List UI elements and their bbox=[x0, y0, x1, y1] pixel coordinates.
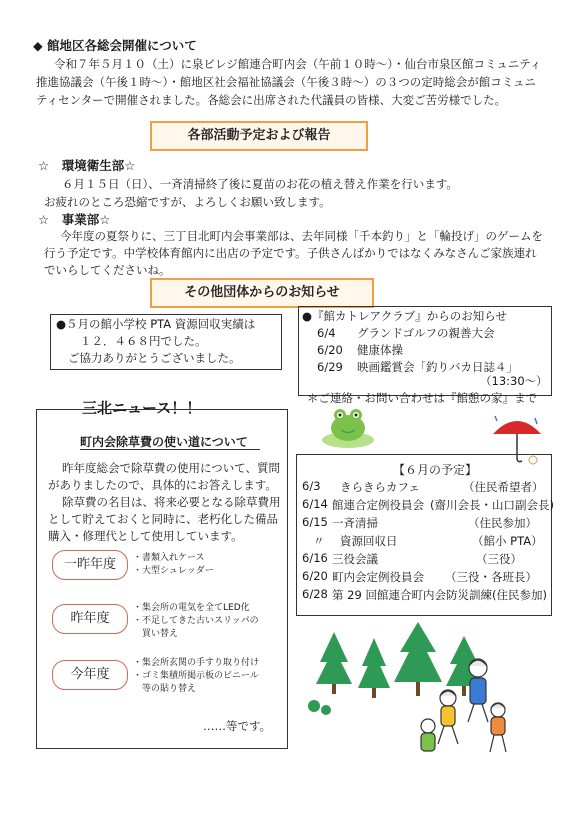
june-title: 【６月の予定】 bbox=[393, 463, 478, 477]
banner-other-groups: その他団体からのお知らせ bbox=[150, 278, 374, 308]
paragraph-line: 推進協議会（午後１時～）・館地区社会福祉協議会（午後３時～）の３つの定時総会が館コミュニ bbox=[36, 75, 537, 89]
june-date: 6/14 bbox=[302, 497, 328, 511]
news-title: 三北ニュース！！ bbox=[82, 399, 202, 417]
june-note: （住民希望者） bbox=[463, 480, 544, 494]
club-event-date: 6/29 bbox=[317, 360, 343, 374]
year-pill-last-year: 昨年度 bbox=[52, 604, 128, 634]
june-date: 6/28 bbox=[302, 587, 328, 601]
biz-line: 行う予定です。中学校体育館内に出店の予定です。子供さんばかりではなくみなさんご家族連れ bbox=[44, 246, 537, 260]
pta-amount: １２．４６８円でした。 bbox=[80, 334, 207, 348]
june-date: 6/15 bbox=[302, 515, 328, 529]
club-event-date: 6/20 bbox=[317, 343, 343, 357]
news-line: 昨年度総会で除草費の使用について、質問 bbox=[62, 461, 281, 475]
club-title: ●『館カトレアクラブ』からのお知らせ bbox=[302, 309, 507, 323]
club-contact: ＊ご連絡・お問い合わせは『館憩の家』まで bbox=[307, 391, 537, 405]
section-heading-general-meeting: ◆ 館地区各総会開催について bbox=[33, 38, 197, 53]
year-item: ・ゴミ集積所掲示板のビニール bbox=[133, 671, 259, 681]
year-item: 等の貼り替え bbox=[133, 684, 197, 694]
june-event: 三役会議 bbox=[332, 552, 378, 566]
club-event-text: 健康体操 bbox=[357, 343, 403, 357]
news-line: として貯えておくと同時に、老朽化した備品 bbox=[48, 512, 278, 526]
pta-thanks: ご協力ありがとうございました。 bbox=[68, 351, 241, 365]
news-subtitle: 町内会除草費の使い道について bbox=[80, 435, 248, 449]
club-event-text: 映画鑑賞会「釣りバカ日誌４」 bbox=[357, 360, 518, 374]
june-date: 6/3 bbox=[302, 479, 321, 493]
year-item: ・集会所の電気を全てLED化 bbox=[133, 603, 250, 613]
june-event: きらきらカフェ bbox=[340, 480, 420, 494]
biz-heading: ☆ 事業部☆ bbox=[38, 212, 111, 227]
pta-line: ●５月の館小学校 PTA 資源回収実績は bbox=[56, 317, 256, 331]
year-item: ・不足してきた古いスリッパの bbox=[133, 616, 259, 626]
paragraph-line: 令和７年５月１０（土）に泉ビレジ館連合町内会（午前１０時～）・仙台市泉区館コミュニティ bbox=[54, 57, 542, 71]
june-date: 6/16 bbox=[302, 551, 328, 565]
june-event: 館連合定例役員会 bbox=[332, 498, 424, 512]
news-line: 除草費の名目は、将来必要となる除草費用 bbox=[62, 495, 281, 509]
year-pill-two-years-ago: 一昨年度 bbox=[52, 550, 128, 580]
news-line: がありましたので、具体的にお答えします。 bbox=[48, 478, 277, 492]
june-note: （三役） bbox=[476, 552, 522, 566]
year-pill-this-year: 今年度 bbox=[52, 660, 128, 690]
june-note: （三役・各班長） bbox=[445, 570, 537, 584]
biz-line: でいらしてくださいね。 bbox=[44, 263, 171, 277]
news-ending: ……等です。 bbox=[203, 719, 272, 733]
club-event-time: （13:30～） bbox=[480, 374, 548, 388]
june-event: 一斉清掃 bbox=[332, 516, 378, 530]
june-note: （住民参加） bbox=[468, 516, 537, 530]
club-event-date: 6/4 bbox=[317, 326, 336, 340]
biz-line: 今年度の夏祭りに、三丁目北町内会事業部は、去年同様「千本釣り」と「輪投げ」のゲームを bbox=[60, 229, 543, 243]
club-event-text: グランドゴルフの親善大会 bbox=[357, 326, 495, 340]
env-heading: ☆ 環境衛生部☆ bbox=[38, 158, 136, 173]
banner-activity-plans: 各部活動予定および報告 bbox=[150, 121, 368, 151]
year-item: 買い替え bbox=[133, 629, 179, 639]
evacuation-drill-illustration bbox=[418, 648, 518, 768]
june-event: 第 29 回館連合町内会防災訓練 bbox=[332, 588, 492, 602]
paragraph-line: ティセンターで開催されました。各総会に出席された代議員の皆様、大変ご苦労様でした。 bbox=[36, 93, 507, 107]
news-line: 購入・修理代として使用しています。 bbox=[48, 529, 243, 543]
subtitle-underline bbox=[80, 449, 260, 450]
june-note: (住民参加) bbox=[492, 588, 547, 602]
june-event: 資源回収日 bbox=[340, 534, 398, 548]
year-item: ・大型シュレッダー bbox=[133, 566, 214, 576]
june-date: 6/20 bbox=[302, 569, 328, 583]
june-date: 〃 bbox=[313, 534, 325, 548]
june-note: (齋川会長・山口副会長) bbox=[430, 498, 554, 512]
env-line: お疲れのところ恐縮ですが、よろしくお願い致します。 bbox=[44, 195, 331, 209]
frog-illustration bbox=[318, 402, 378, 452]
year-item: ・集会所玄関の手すり取り付け bbox=[133, 658, 260, 668]
june-event: 町内会定例役員会 bbox=[332, 570, 424, 584]
year-item: ・書類入れケース bbox=[133, 553, 205, 563]
june-note: （館小 PTA） bbox=[472, 534, 543, 548]
env-line: ６月１５日（日）、一斉清掃終了後に夏苗のお花の植え替え作業を行います。 bbox=[62, 177, 458, 191]
